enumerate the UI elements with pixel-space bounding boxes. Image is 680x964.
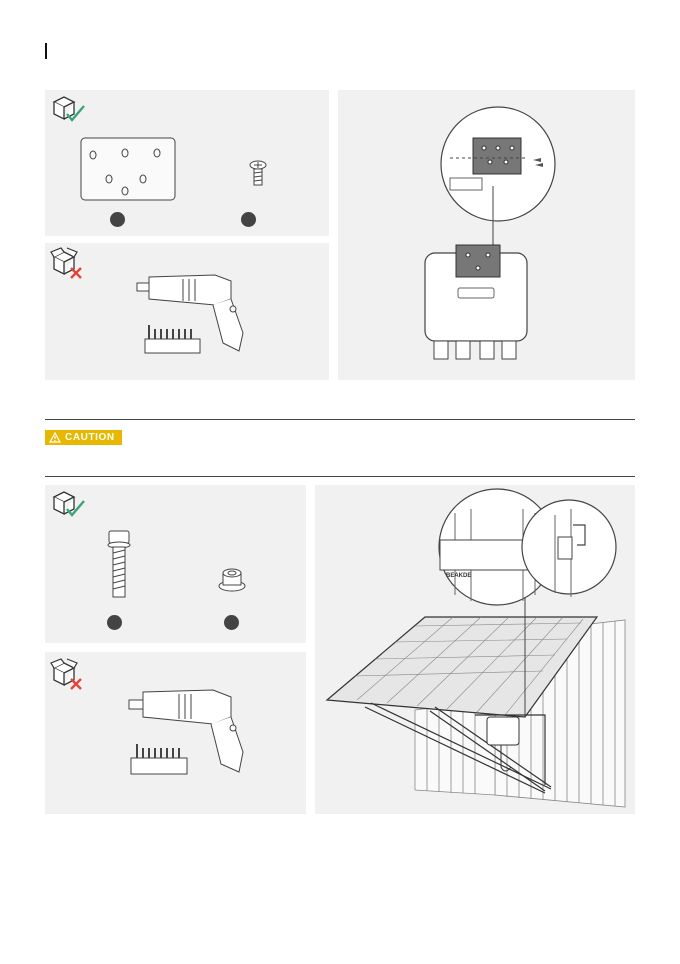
bolt-icon — [105, 529, 133, 601]
drill-icon — [127, 684, 267, 780]
caution-text: CAUTION — [65, 432, 115, 443]
part-badge-d — [224, 615, 239, 630]
part-badge-c — [107, 615, 122, 630]
solar-install-panel — [315, 485, 635, 814]
caution-bottom-rule — [45, 476, 635, 477]
inverter-mount-diagram — [338, 90, 635, 380]
included-parts-panel — [45, 90, 329, 236]
inverter-brand-label: BEAKDE — [446, 573, 472, 579]
solar-install-diagram — [315, 485, 635, 814]
tools-not-included-panel — [45, 243, 329, 380]
part-badge-a — [110, 212, 125, 227]
caution-label — [45, 430, 122, 445]
part-badge-b — [241, 212, 256, 227]
tools-not-included-panel-2 — [45, 652, 306, 814]
nut-icon — [217, 567, 247, 593]
mounting-plate-icon — [79, 136, 179, 204]
included-bolts-panel — [45, 485, 306, 643]
box-x-icon — [50, 658, 86, 692]
drill-icon — [135, 269, 265, 359]
page-marker — [45, 43, 47, 59]
box-x-icon — [50, 247, 86, 281]
inverter-mount-panel — [338, 90, 635, 380]
screw-icon — [248, 160, 268, 188]
box-check-icon — [50, 94, 86, 124]
caution-top-rule — [45, 419, 635, 420]
warning-triangle-icon — [49, 432, 61, 443]
box-check-icon — [50, 489, 86, 519]
